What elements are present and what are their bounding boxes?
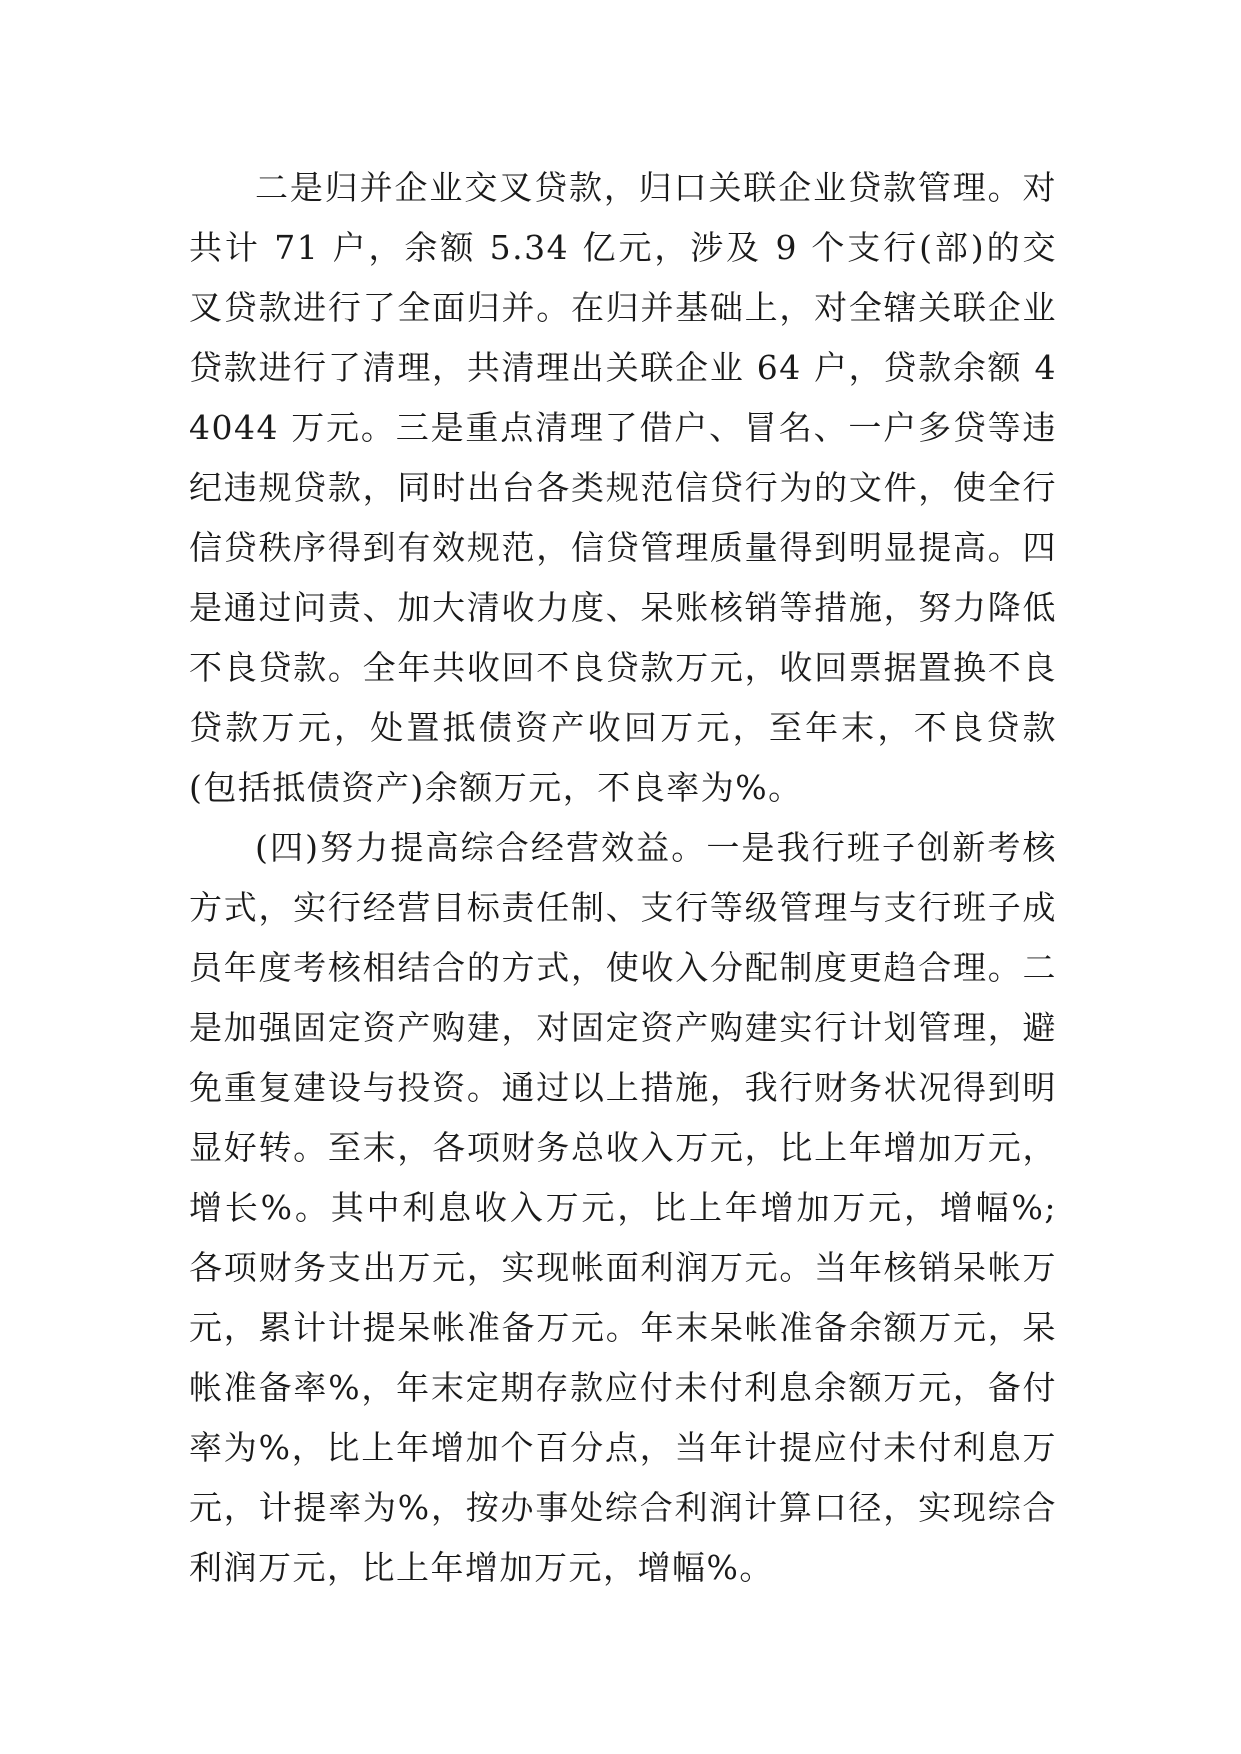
paragraph-operating-efficiency: (四)努力提高综合经营效益。一是我行班子创新考核方式，实行经营目标责任制、支行等级管理与支行班子成员年度考核相结合的方式，使收入分配制度更趋合理。二是加强固定资产购建，对固定资产购建实行计划管理，避免重复建设与投资。通过以上措施，我行财务状况得到明显好转。至末，各项财务总收入万元，比上年增加万元，增长%。其中利息收入万元，比上年增加万元，增幅%;各项财务支出万元，实现帐面利润万元。当年核销呆帐万元，累计计提呆帐准备万元。年末呆帐准备余额万元，呆帐准备率%，年末定期存款应付未付利息余额万元，备付率为%，比上年增加个百分点，当年计提应付未付利息万元，计提率为%，按办事处综合利润计算口径，实现综合利润万元，比上年增加万元，增幅%。 — [189, 828, 1057, 1587]
paragraph-loan-management: 二是归并企业交叉贷款，归口关联企业贷款管理。对共计 71 户，余额 5.34 亿元，涉及 9 个支行(部)的交叉贷款进行了全面归并。在归并基础上，对全辖关联企业贷款进行了清理，共清理出关联企业 64 户，贷款余额 44044 万元。三是重点清理了借户、冒名、一户多贷等违纪违规贷款，同时出台各类规范信贷行为的文件，使全行信贷秩序得到有效规范，信贷管理质量得到明显提高。四是通过问责、加大清收力度、呆账核销等措施，努力降低不良贷款。全年共收回不良贷款万元，收回票据置换不良贷款万元，处置抵债资产收回万元，至年末，不良贷款(包括抵债资产)余额万元，不良率为%。 — [189, 168, 1057, 807]
document-body — [189, 158, 1057, 1598]
